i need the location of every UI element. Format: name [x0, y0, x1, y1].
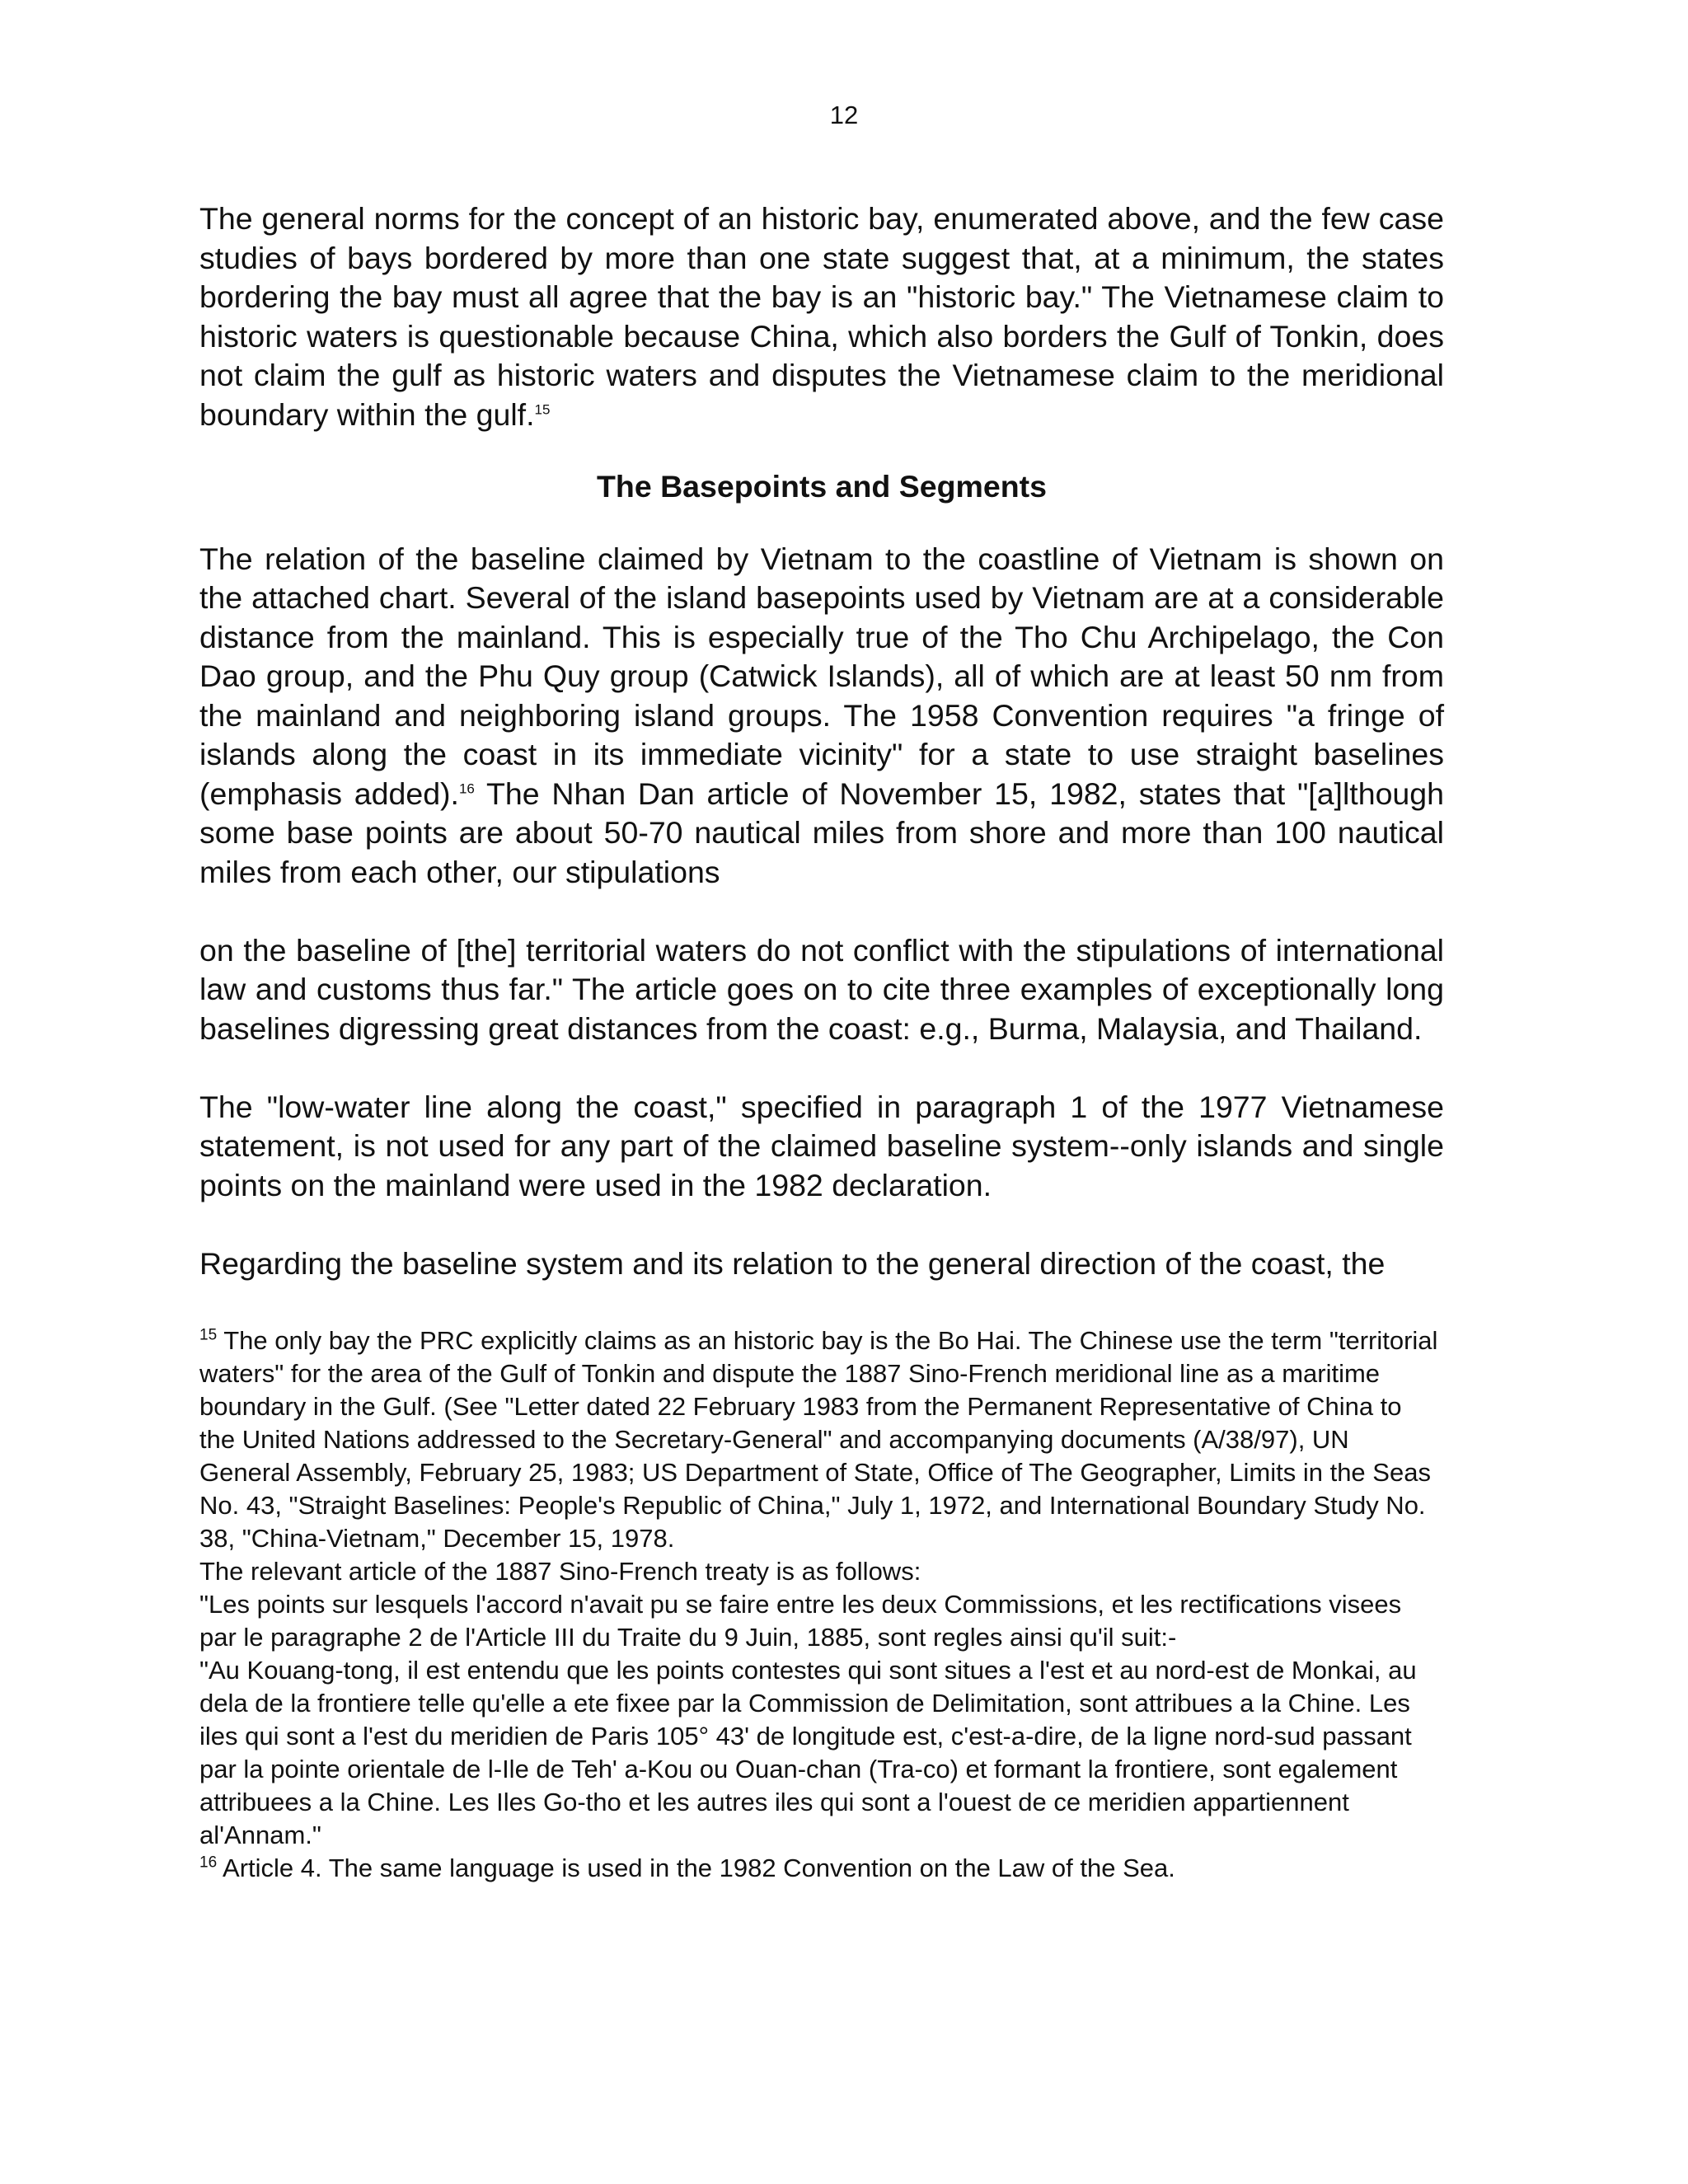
footnote-15	[199, 1324, 1444, 1555]
paragraph-text: The general norms for the concept of an historic bay, enumerated above, and the few case studies of bays bordered by more than one state suggest that, at a minimum, the states bordering the bay must all agree that the bay is an "historic bay." The Vietnamese claim to historic waters is questionable because China, which also borders the Gulf of Tonkin, does not claim the gulf as historic waters and disputes the Vietnamese claim to the meridional boundary within the gulf.	[199, 201, 1444, 432]
paragraph-text-continued: The Nhan Dan article of November 15, 1982, states that "[a]lthough some base points are about 50-70 nautical miles from shore and more than 100 nautical miles from each other, our stipulations	[199, 776, 1444, 889]
section-heading: The Basepoints and Segments	[597, 469, 1047, 504]
footnote-treaty-quote: "Au Kouang-tong, il est entendu que les points contestes qui sont situes a l'est et au nord-est de Monkai, au dela de la frontiere telle qu'elle a ete fixee par la Commission de Delimitation, sont attribues a la Chine. Les iles qui sont a l'est du meridien de Paris 105° 43' de longitude est, c'est-a-dire, de la ligne nord-sud passant par la pointe orientale de l-Ile de Teh' a-Kou ou Ouan-chan (Tra-co) et formant la frontiere, sont egalement attribuees a la Chine. Les Iles Go-tho et les autres iles qui sont a l'ouest de ce meridien appartiennent al'Annam."	[199, 1656, 1417, 1849]
body-paragraph-historic-bay	[199, 199, 1444, 434]
body-paragraph-basepoints	[199, 540, 1444, 893]
footnote-16	[199, 1852, 1444, 1885]
footnotes-section	[199, 1324, 1444, 1885]
paragraph-text: The relation of the baseline claimed by Vietnam to the coastline of Vietnam is shown on the attached chart. Several of the island basepoints used by Vietnam are at a considerable distance from the mainland. This is especially true of the Tho Chu Archipelago, the Con Dao group, and the Phu Quy group (Catwick Islands), all of which are at least 50 nm from the mainland and neighboring island groups. The 1958 Convention requires "a fringe of islands along the coast in its immediate vicinity" for a state to use straight baselines (emphasis added).	[199, 541, 1444, 811]
footnote-number-15: 15	[199, 1326, 218, 1344]
footnote-reference-16[interactable]: 16	[458, 780, 475, 796]
body-paragraph-baseline-continued: on the baseline of [the] territorial waters do not conflict with the stipulations of international law and customs thus far." The article goes on to cite three examples of exceptionally long baselines digressing great distances from the coast: e.g., Burma, Malaysia, and Thailand.	[199, 932, 1444, 1046]
body-paragraph-general-direction: Regarding the baseline system and its relation to the general direction of the coast, the	[199, 1245, 1386, 1281]
footnote-text: The only bay the PRC explicitly claims as an historic bay is the Bo Hai. The Chinese use the term "territorial waters" for the area of the Gulf of Tonkin and dispute the 1887 Sino-French meridional line as a maritime boundary in the Gulf. (See "Letter dated 22 February 1983 from the Permanent Representative of China to the United Nations addressed to the Secretary-General" and accompanying documents (A/38/97), UN General Assembly, February 25, 1983; US Department of State, Office of The Geographer, Limits in the Seas No. 43, "Straight Baselines: People's Republic of China," July 1, 1972, and International Boundary Study No. 38, "China-Vietnam," December 15, 1978.	[199, 1326, 1438, 1553]
document-body	[199, 199, 1444, 1885]
footnote-treaty-quote: "Les points sur lesquels l'accord n'avait pu se faire entre les deux Commissions, et les rectifications visees par le paragraphe 2 de l'Article III du Traite du 9 Juin, 1885, sont regles ainsi qu'il suit:-	[199, 1590, 1402, 1652]
body-paragraph-low-water-line: The "low-water line along the coast," specified in paragraph 1 of the 1977 Vietnamese statement, is not used for any part of the claimed baseline system--only islands and single points on the mainland were used in the 1982 declaration.	[199, 1089, 1444, 1202]
footnote-reference-15[interactable]: 15	[534, 401, 551, 417]
page-number: 12	[829, 101, 859, 129]
footnote-number-16: 16	[199, 1854, 218, 1872]
footnote-text: Article 4. The same language is used in the 1982 Convention on the Law of the Sea.	[217, 1854, 1175, 1882]
footnote-treaty-intro: The relevant article of the 1887 Sino-French treaty is as follows:	[199, 1557, 921, 1586]
